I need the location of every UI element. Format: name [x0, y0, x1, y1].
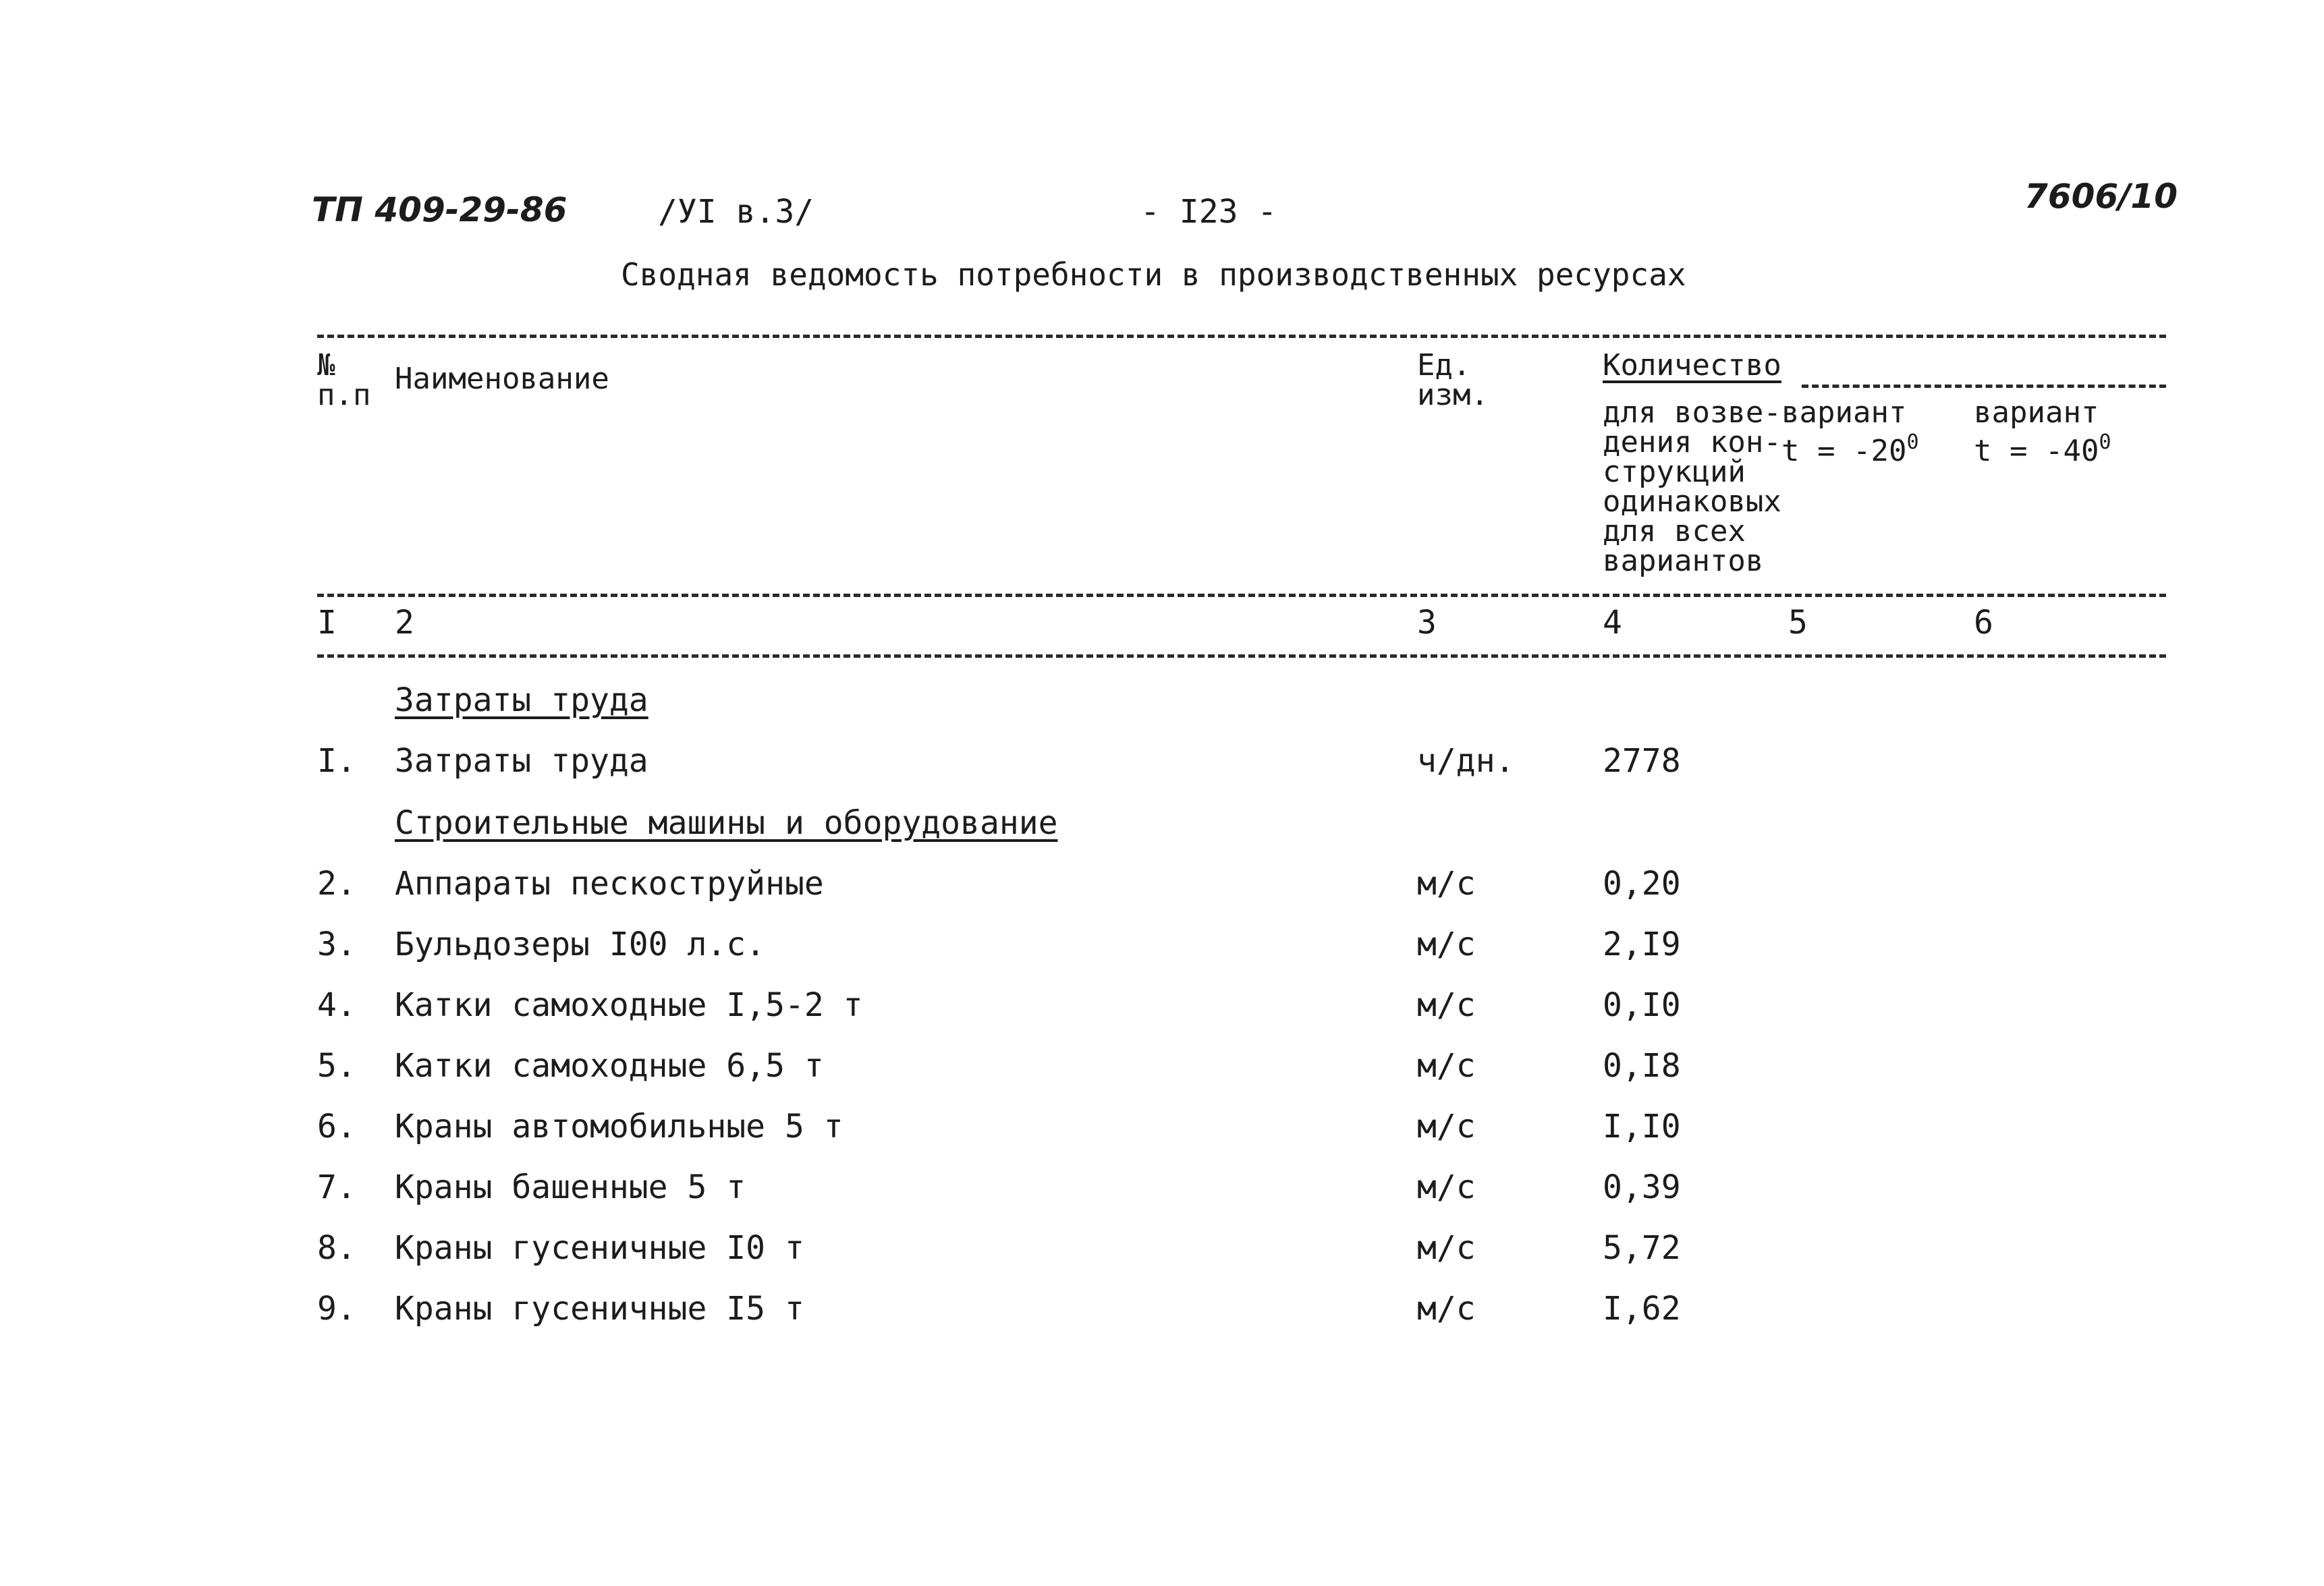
- header-col4-line: вариантов: [1603, 544, 1764, 578]
- column-number-3: 3: [1417, 604, 1437, 642]
- table-row-name: Аппараты пескоструйные: [395, 865, 824, 903]
- header-num-line1: №: [317, 348, 335, 383]
- table-row-unit: м/с: [1417, 1229, 1476, 1267]
- table-row-qty: 2,I9: [1603, 926, 1681, 963]
- table-row-unit: м/с: [1417, 1168, 1476, 1206]
- header-unit: [1417, 348, 1489, 412]
- header-quantity-rule: [1802, 385, 2166, 388]
- table-row-num: 7.: [317, 1168, 356, 1206]
- table-row-name: Краны башенные 5 т: [395, 1168, 746, 1206]
- section-heading-machines: Строительные машины и оборудование: [395, 804, 1058, 842]
- table-row-num: 9.: [317, 1290, 356, 1328]
- table-row-num: I.: [317, 742, 356, 780]
- page-number: - I23 -: [1140, 193, 1277, 231]
- header-col4-line: струкций: [1603, 455, 1746, 489]
- table-row-unit: м/с: [1417, 986, 1476, 1024]
- header-col4-line: дения кон-: [1603, 425, 1781, 459]
- degree-mark: 0: [2099, 430, 2111, 454]
- table-top-rule: [317, 335, 2166, 338]
- table-row-name: Бульдозеры I00 л.с.: [395, 926, 766, 963]
- header-col6: [1974, 395, 2111, 468]
- table-row-name: Катки самоходные I,5-2 т: [395, 986, 863, 1024]
- table-row-num: 5.: [317, 1047, 356, 1085]
- header-col4-line: для всех: [1603, 514, 1746, 548]
- document-code: ТП 409-29-86: [312, 190, 568, 229]
- header-num-line2: п.п: [317, 378, 371, 412]
- table-row-name: Затраты труда: [395, 742, 648, 780]
- column-number-5: 5: [1788, 604, 1808, 642]
- page-title: Сводная ведомость потребности в производственных ресурсах: [621, 256, 1686, 293]
- header-col6-line2: t = -40: [1974, 434, 2099, 468]
- table-row-qty: 2778: [1603, 742, 1681, 780]
- header-unit-line1: Ед.: [1417, 348, 1471, 383]
- header-col5-line1: вариант: [1781, 395, 1907, 430]
- header-name: Наименование: [395, 362, 609, 396]
- column-number-6: 6: [1974, 604, 1993, 642]
- header-col5: [1781, 395, 1919, 468]
- header-quantity: Количество: [1603, 348, 1781, 383]
- archive-number: 7606/10: [2024, 177, 2178, 216]
- column-numbers-rule: [317, 654, 2166, 658]
- table-row-unit: м/с: [1417, 1290, 1476, 1328]
- header-col4: [1603, 395, 1781, 578]
- table-row-num: 3.: [317, 926, 356, 963]
- table-row-num: 4.: [317, 986, 356, 1024]
- table-row-unit: м/с: [1417, 865, 1476, 903]
- table-row-unit: м/с: [1417, 926, 1476, 963]
- header-col6-line1: вариант: [1974, 395, 2099, 430]
- table-row-name: Краны автомобильные 5 т: [395, 1108, 843, 1145]
- header-bottom-rule: [317, 594, 2166, 597]
- section-heading-labour: Затраты труда: [395, 681, 648, 719]
- table-row-qty: 5,72: [1603, 1229, 1681, 1267]
- degree-mark: 0: [1906, 430, 1919, 454]
- table-row-qty: 0,I8: [1603, 1047, 1681, 1085]
- table-row-qty: I,62: [1603, 1290, 1681, 1328]
- table-row-num: 8.: [317, 1229, 356, 1267]
- column-number-4: 4: [1603, 604, 1622, 642]
- table-row-unit: ч/дн.: [1417, 742, 1515, 780]
- header-col4-line: одинаковых: [1603, 484, 1781, 519]
- volume-label: /УI в.3/: [658, 193, 814, 231]
- column-number-1: I: [317, 604, 337, 642]
- table-row-qty: 0,39: [1603, 1168, 1681, 1206]
- table-row-name: Катки самоходные 6,5 т: [395, 1047, 824, 1085]
- table-row-num: 6.: [317, 1108, 356, 1145]
- column-number-2: 2: [395, 604, 414, 642]
- header-num: [317, 348, 371, 412]
- table-row-qty: I,I0: [1603, 1108, 1681, 1145]
- table-row-unit: м/с: [1417, 1047, 1476, 1085]
- table-row-num: 2.: [317, 865, 356, 903]
- header-unit-line2: изм.: [1417, 378, 1489, 412]
- table-row-name: Краны гусеничные I0 т: [395, 1229, 804, 1267]
- table-row-qty: 0,20: [1603, 865, 1681, 903]
- header-col5-line2: t = -20: [1781, 434, 1907, 468]
- header-col4-line: для возве-: [1603, 395, 1781, 430]
- table-row-qty: 0,I0: [1603, 986, 1681, 1024]
- table-row-name: Краны гусеничные I5 т: [395, 1290, 804, 1328]
- table-row-unit: м/с: [1417, 1108, 1476, 1145]
